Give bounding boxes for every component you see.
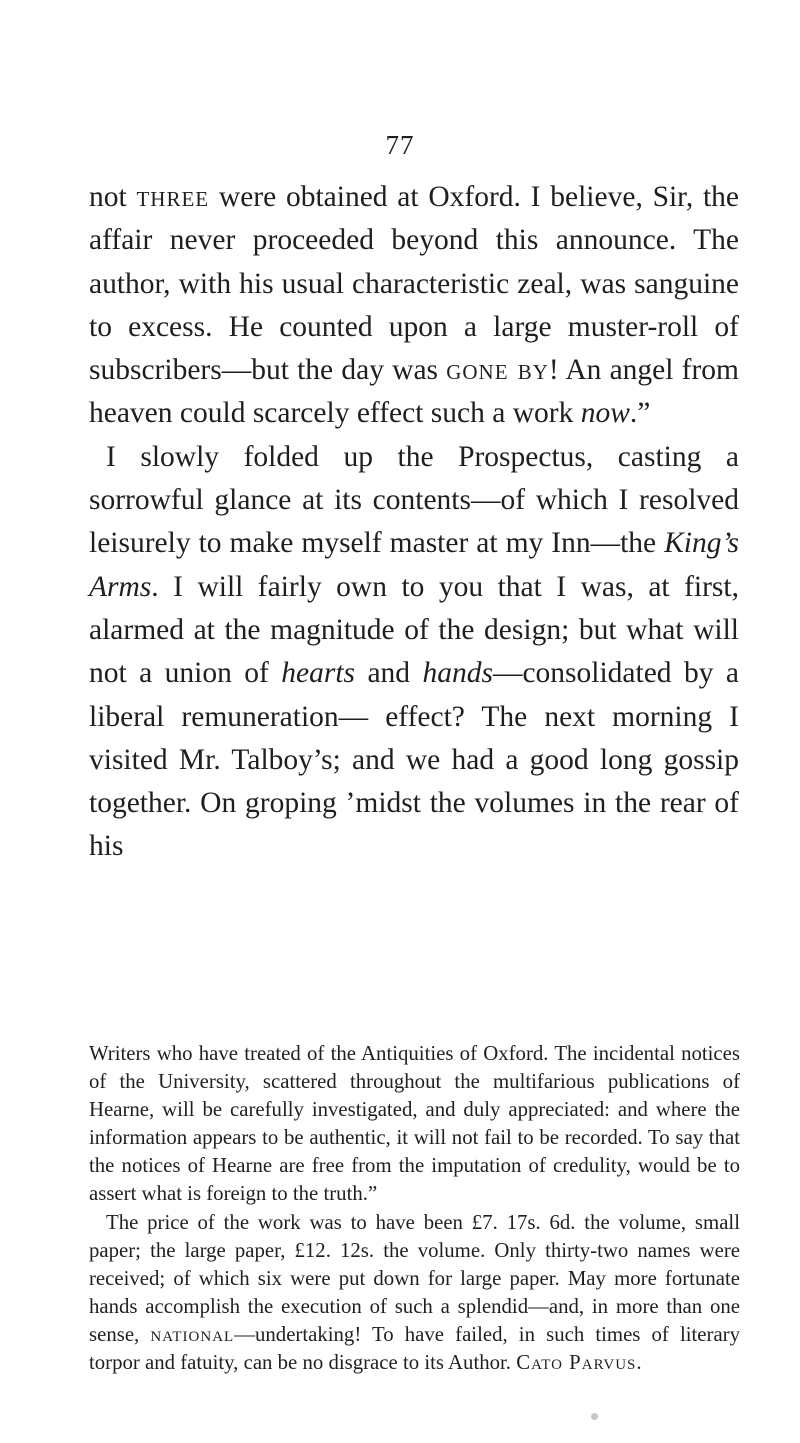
text-run: I slowly folded up the Prospectus, casting a sorrowful glance at its contents—of which I resolved leisurely to make myself master at my Inn—the — [89, 440, 739, 560]
main-paragraph-1 — [89, 176, 739, 436]
text-run: .” — [629, 397, 651, 430]
italic-text: hearts — [281, 657, 356, 690]
page-number: 77 — [385, 130, 415, 160]
footnote-paragraph-1: Writers who have treated of the Antiquities of Oxford. The incidental notices of the University, scattered throughout the multifarious publications of Hearne, will be carefully investigated, and duly appreciated: and where the information appears to be authentic, it will not fail to be recorded. To say that the notices of Hearne are free from the imputation of credulity, would be to assert what is foreign to the truth.” — [89, 1042, 740, 1206]
text-run: and — [355, 657, 423, 690]
text-run: . I will fairly own to you that I was, at first, alarmed at the magnitude of the design; but what will not a union of — [89, 570, 739, 690]
text-run: —consolidated by a liberal remuneration— effect? The next morning I visited Mr. Talboy’s; and we had a good long gossip together. On groping ’midst the volumes in the rear of his — [89, 657, 739, 863]
author-signature: Cato Parvus — [516, 1351, 637, 1375]
main-text — [89, 176, 739, 869]
small-caps-text: three — [136, 181, 210, 213]
text-run: —undertaking! To have failed, in such times of literary torpor and fatuity, can be no disgrace to its Author. — [89, 1322, 740, 1375]
small-caps-text: gone by — [446, 354, 549, 387]
small-caps-text: national — [150, 1322, 235, 1346]
text-run: . — [636, 1351, 642, 1375]
footnote-paragraph-2 — [89, 1209, 740, 1378]
main-paragraph-2 — [89, 436, 739, 869]
text-run: not — [89, 181, 137, 213]
text-run: The price of the work was to have been £7. 17s. 6d. the volume, small paper; the large paper, £12. 12s. the volume. Only thirty-two names were received; of which six were put down for large paper. May more fortunate hands accomplish the execution of such a splendid—and, in more than one sense, — [89, 1210, 740, 1346]
italic-text: King’s Arms — [89, 527, 739, 603]
text-run: were obtained at Oxford. I believe, Sir, the affair never proceeded beyond this announce. The author, with his usual characteristic zeal, was sanguine to excess. He counted upon a large muster-roll of subscribers—but the day was — [89, 181, 739, 387]
footnote — [89, 1040, 740, 1377]
italic-text: now — [580, 397, 630, 430]
ink-blot — [591, 1413, 598, 1420]
italic-text: hands — [422, 657, 493, 690]
text-run: ! An angel from heaven could scarcely effect such a work — [89, 354, 739, 430]
